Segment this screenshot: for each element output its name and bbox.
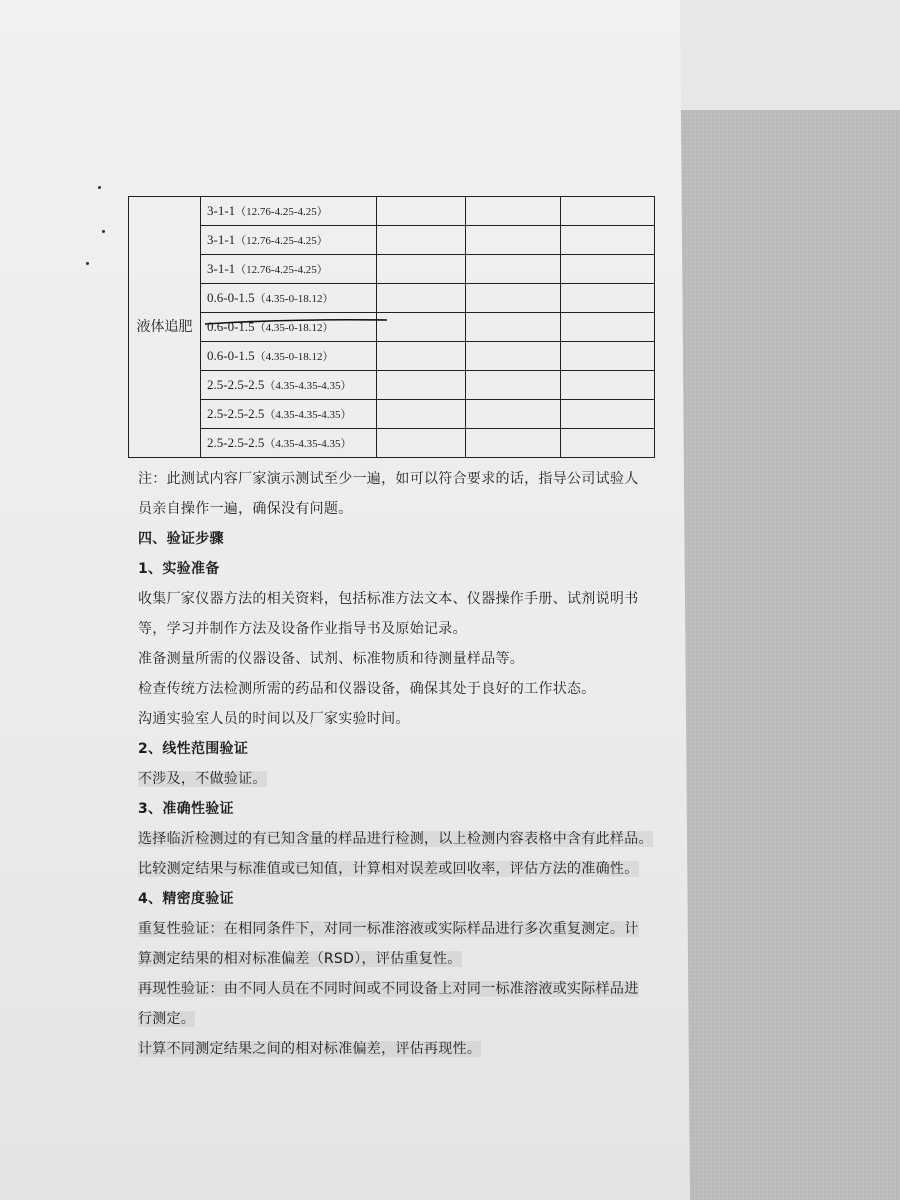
empty-cell	[561, 342, 655, 371]
empty-cell	[561, 371, 655, 400]
empty-cell	[561, 226, 655, 255]
empty-cell	[377, 226, 466, 255]
subsection-heading: 4、精密度验证	[138, 891, 234, 907]
empty-cell	[466, 255, 561, 284]
table-row	[129, 429, 655, 458]
group-label-cell	[129, 197, 201, 458]
note-line: 员亲自操作一遍，确保没有问题。	[138, 501, 353, 517]
paragraph-line: 计算不同测定结果之间的相对标准偏差，评估再现性。	[138, 1041, 482, 1057]
formula-cell: 0.6-0-1.5（4.35-0-18.12）	[201, 284, 377, 313]
table-row	[129, 371, 655, 400]
empty-cell	[561, 429, 655, 458]
table-row	[129, 255, 655, 284]
empty-cell	[377, 313, 466, 342]
paragraph-line: 收集厂家仪器方法的相关资料，包括标准方法文本、仪器操作手册、试剂说明书	[138, 591, 639, 607]
group-label: 液体追肥	[136, 319, 193, 335]
subsection-heading: 1、实验准备	[138, 561, 220, 577]
fertilizer-table	[128, 196, 655, 458]
paragraph-line: 重复性验证：在相同条件下，对同一标准溶液或实际样品进行多次重复测定。计	[138, 921, 639, 937]
formula-cell: 2.5-2.5-2.5（4.35-4.35-4.35）	[201, 429, 377, 458]
paragraph-line: 选择临沂检测过的有已知含量的样品进行检测，以上检测内容表格中含有此样品。	[138, 831, 653, 847]
empty-cell	[561, 255, 655, 284]
table-row	[129, 284, 655, 313]
table-row	[129, 197, 655, 226]
formula-cell: 0.6-0-1.5（4.35-0-18.12）	[201, 313, 377, 342]
empty-cell	[561, 313, 655, 342]
formula-cell: 3-1-1（12.76-4.25-4.25）	[201, 226, 377, 255]
margin-dot	[102, 230, 105, 233]
margin-dot	[98, 186, 101, 189]
formula-cell: 3-1-1（12.76-4.25-4.25）	[201, 255, 377, 284]
empty-cell	[466, 371, 561, 400]
formula-cell: 3-1-1（12.76-4.25-4.25）	[201, 197, 377, 226]
formula-cell: 2.5-2.5-2.5（4.35-4.35-4.35）	[201, 371, 377, 400]
paragraph-line: 不涉及，不做验证。	[138, 771, 267, 787]
empty-cell	[466, 400, 561, 429]
paragraph-line: 等，学习并制作方法及设备作业指导书及原始记录。	[138, 621, 467, 637]
formula-cell: 2.5-2.5-2.5（4.35-4.35-4.35）	[201, 400, 377, 429]
empty-cell	[377, 400, 466, 429]
table-row	[129, 400, 655, 429]
empty-cell	[561, 197, 655, 226]
empty-cell	[466, 429, 561, 458]
table-row	[129, 313, 655, 342]
subsection-heading: 2、线性范围验证	[138, 741, 249, 757]
paragraph-line: 沟通实验室人员的时间以及厂家实验时间。	[138, 711, 410, 727]
paragraph-line: 算测定结果的相对标准偏差（RSD），评估重复性。	[138, 951, 462, 967]
empty-cell	[561, 400, 655, 429]
subsection-heading: 3、准确性验证	[138, 801, 234, 817]
paragraph-line: 检查传统方法检测所需的药品和仪器设备，确保其处于良好的工作状态。	[138, 681, 596, 697]
empty-cell	[466, 284, 561, 313]
table-row	[129, 226, 655, 255]
empty-cell	[466, 226, 561, 255]
empty-cell	[377, 197, 466, 226]
document-body	[138, 464, 698, 1064]
paragraph-line: 比较测定结果与标准值或已知值，计算相对误差或回收率，评估方法的准确性。	[138, 861, 639, 877]
section-heading: 四、验证步骤	[138, 531, 224, 547]
paragraph-line: 再现性验证：由不同人员在不同时间或不同设备上对同一标准溶液或实际样品进	[138, 981, 639, 997]
table-row	[129, 342, 655, 371]
empty-cell	[377, 429, 466, 458]
note-line: 注：此测试内容厂家演示测试至少一遍，如可以符合要求的话，指导公司试验人	[138, 471, 639, 487]
empty-cell	[466, 313, 561, 342]
empty-cell	[377, 342, 466, 371]
empty-cell	[377, 255, 466, 284]
empty-cell	[377, 371, 466, 400]
empty-cell	[466, 342, 561, 371]
empty-cell	[377, 284, 466, 313]
paragraph-line: 准备测量所需的仪器设备、试剂、标准物质和待测量样品等。	[138, 651, 525, 667]
margin-dot	[86, 262, 89, 265]
paragraph-line: 行测定。	[138, 1011, 196, 1027]
empty-cell	[561, 284, 655, 313]
formula-cell: 0.6-0-1.5（4.35-0-18.12）	[201, 342, 377, 371]
empty-cell	[466, 197, 561, 226]
